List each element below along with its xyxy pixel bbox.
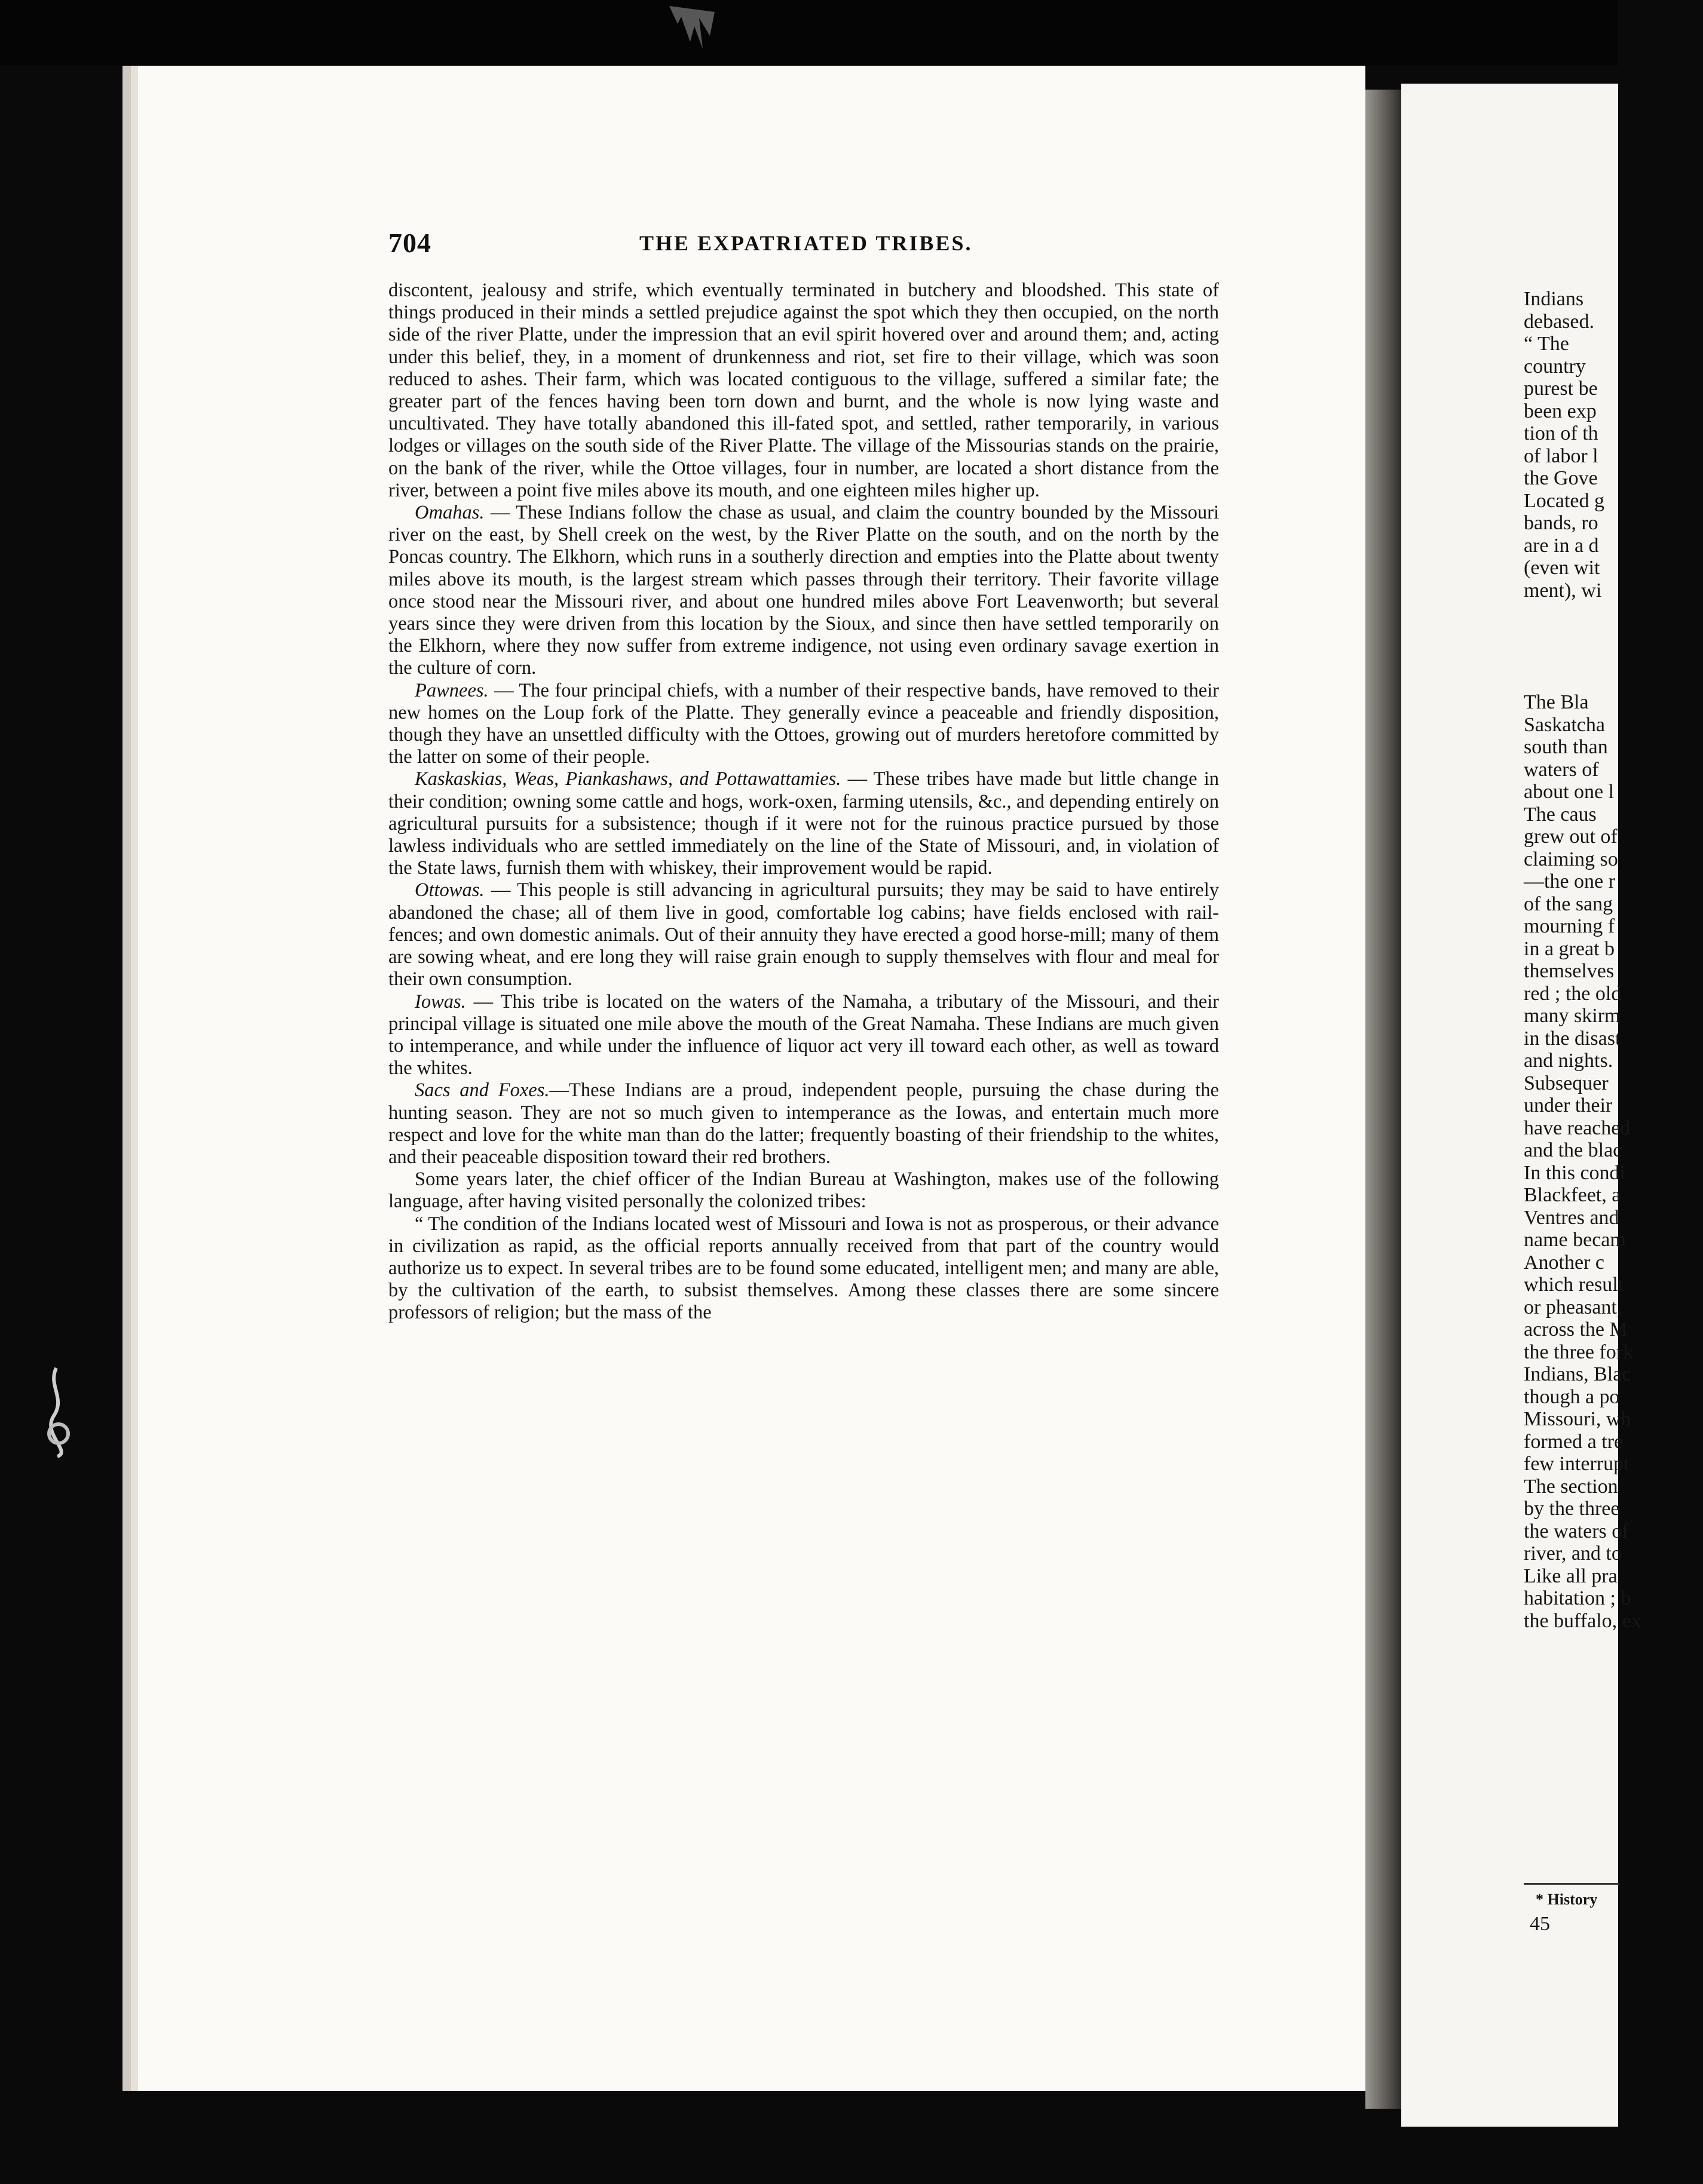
right-page-line: claiming so	[1524, 848, 1618, 870]
right-page-line: and the blac	[1524, 1139, 1622, 1161]
right-page-line: few interrupt	[1524, 1453, 1630, 1475]
right-footnote: * History	[1536, 1891, 1598, 1908]
right-page-line: Saskatcha	[1524, 713, 1605, 736]
right-page-line: many skirm	[1524, 1005, 1621, 1027]
paragraph: discontent, jealousy and strife, which eventually terminated in butchery and bloodshed. This state of things produced in their minds a settled prejudice against the spot which they then occupied, on the north side of the river Platte, under the impression that an evil spirit hovered over and around them; and, acting under this belief, they, in a moment of drunkenness and riot, set fire to their village, which was soon reduced to ashes. Their farm, which was located contiguous to the village, suffered a similar fate; the greater part of the fences having been torn down and burnt, and the whole is now lying waste and uncultivated. They have totally abandoned this ill-fated spot, and settled, rather temporarily, in various lodges or villages on the south side of the River Platte. The village of the Missourias stands on the prairie, on the bank of the river, while the Ottoe villages, four in number, are located a short distance from the river, between a point five miles above its mouth, and one eighteen miles higher up.	[388, 280, 1219, 501]
right-page-line: waters of	[1524, 758, 1599, 781]
right-page-line: about one l	[1524, 781, 1615, 803]
scan-background	[0, 0, 1618, 66]
right-page-line: in the disast	[1524, 1027, 1621, 1050]
paragraph: Pawnees. — The four principal chiefs, with a number of their respective bands, have removed to their new homes on the Loup fork of the Platte. They generally evince a peaceable and friendly disposition, though they have an unsettled difficulty with the Ottoes, growing out of murders heretofore committed by the latter on some of their people.	[388, 679, 1219, 768]
book-gutter	[1365, 90, 1401, 2109]
paragraph: Ottowas. — This people is still advancing in agricultural pursuits; they may be said to have entirely abandoned the chase; all of them live in good, comfortable log cabins; have fields enclosed with rail-fences; and own domestic animals. Out of their annuity they have erected a good horse-mill; many of them are sowing wheat, and ere long they will raise grain enough to supply themselves with flour and meal for their own consumption.	[388, 879, 1219, 990]
right-page-line: The caus	[1524, 803, 1597, 826]
right-page-line: The Bla	[1524, 691, 1589, 713]
scan-speck-top	[657, 0, 741, 60]
right-page-line: the buffalo, ex	[1524, 1609, 1641, 1632]
right-page-line: Another c	[1524, 1251, 1605, 1274]
scan-speck-left	[36, 1362, 78, 1458]
right-page-line: south than	[1524, 736, 1608, 758]
right-page-line: across the M	[1524, 1318, 1628, 1341]
right-page-line: though a po	[1524, 1385, 1620, 1408]
right-page-line: which result	[1524, 1274, 1624, 1296]
running-title: THE EXPATRIATED TRIBES.	[639, 231, 973, 255]
right-page-line: the Gove	[1524, 467, 1598, 489]
paragraph: Some years later, the chief officer of the Indian Bureau at Washington, makes use of the following language, after having visited personally the colonized tribes:	[388, 1168, 1219, 1213]
right-page-line: Blackfeet, a	[1524, 1184, 1621, 1206]
right-page-line: ment), wi	[1524, 579, 1602, 602]
right-page-line: of labor l	[1524, 444, 1598, 467]
right-page-line: country	[1524, 355, 1586, 378]
right-page-line: purest be	[1524, 378, 1598, 400]
right-page-line: river, and to	[1524, 1542, 1622, 1565]
right-page-line: or pheasant,	[1524, 1296, 1622, 1318]
page-number: 704	[388, 228, 431, 258]
right-page-line: of the sang	[1524, 892, 1613, 915]
right-page-line: been exp	[1524, 400, 1597, 422]
right-page-gap	[1524, 602, 1703, 691]
right-page-line: grew out of	[1524, 826, 1618, 848]
right-page-line: by the three	[1524, 1498, 1620, 1520]
right-page-text	[1524, 288, 1703, 1632]
paragraph: Sacs and Foxes.—These Indians are a proud, independent people, pursuing the chase during the hunting season. They are not so much given to intemperance as the Iowas, and entertain much more respect and love for the white man than do the latter; frequently boasting of their friendship to the whites, and their peaceable disposition toward their red brothers.	[388, 1079, 1219, 1168]
right-page-line: —the one r	[1524, 870, 1615, 892]
right-page-line: habitation ; b	[1524, 1587, 1631, 1609]
footnote-rule	[1524, 1883, 1619, 1885]
right-page-line: themselves	[1524, 960, 1615, 982]
right-page-line: in a great b	[1524, 937, 1615, 960]
right-page-line: under their	[1524, 1094, 1613, 1116]
paragraph: “ The condition of the Indians located west of Missouri and Iowa is not as prosperous, or their advance in civilization as rapid, as the official reports annually received from that part of the country would authorize us to expect. In several tribes are to be found some educated, intelligent men; and many are able, by the cultivation of the earth, to subsist themselves. Among these classes there are some sincere professors of religion; but the mass of the	[388, 1213, 1219, 1324]
right-page-line: name becam	[1524, 1229, 1626, 1251]
right-page-line: Missouri, wh	[1524, 1408, 1631, 1430]
body-text	[388, 280, 1219, 1324]
right-page-line: Like all pra	[1524, 1565, 1618, 1587]
right-page-line: The section	[1524, 1475, 1618, 1498]
right-page-line: the three fork	[1524, 1341, 1634, 1363]
paragraph: Kaskaskias, Weas, Piankashaws, and Pottawattamies. — These tribes have made but little change in their condition; owning some cattle and hogs, work-oxen, farming utensils, &c., and depending entirely on agricultural pursuits for a subsistence; though if it were not for the ruinous practice pursued by those lawless individuals who are settled immediately on the line of the State of Missouri, and, in violation of the State laws, furnish them with whiskey, their improvement would be rapid.	[388, 768, 1219, 879]
right-page-line: formed a tre	[1524, 1430, 1624, 1453]
right-page-line: the waters of	[1524, 1520, 1629, 1542]
right-page-line: Ventres and	[1524, 1206, 1619, 1229]
right-page-line: red ; the old	[1524, 982, 1622, 1005]
right-page-line: are in a d	[1524, 534, 1599, 557]
signature-mark: 45	[1530, 1913, 1550, 1935]
right-page-line: In this condi	[1524, 1161, 1625, 1184]
paragraph: Iowas. — This tribe is located on the waters of the Namaha, a tributary of the Missouri, and their principal village is situated one mile above the mouth of the Great Namaha. These Indians are much given to intemperance, and while under the influence of liquor act very ill toward each other, as well as toward the whites.	[388, 990, 1219, 1079]
right-page-line: tion of th	[1524, 422, 1598, 444]
right-page-line: Indians	[1524, 288, 1584, 310]
paragraph: Omahas. — These Indians follow the chase as usual, and claim the country bounded by the Missouri river on the east, by Shell creek on the west, by the River Platte on the south, and on the north by the Poncas country. The Elkhorn, which runs in a southerly direction and empties into the Platte about twenty miles above its mouth, is the largest stream which passes through their territory. Their favorite village once stood near the Missouri river, and about one hundred miles above Fort Leavenworth; but several years since they were driven from this location by the Sioux, and since then have settled temporarily on the Elkhorn, where they now suffer from extreme indigence, not using even ordinary savage exertion in the culture of corn.	[388, 502, 1219, 679]
right-page-line: have reached	[1524, 1116, 1631, 1139]
right-page-line: (even wit	[1524, 557, 1600, 579]
right-page-line: Indians, Blac	[1524, 1363, 1631, 1385]
page-header	[388, 227, 1225, 263]
right-page	[1401, 84, 1641, 2127]
right-page-line: mourning f	[1524, 915, 1615, 937]
right-page-line: Located g	[1524, 489, 1604, 512]
right-page-line: and nights.	[1524, 1050, 1613, 1072]
right-page-line: Subsequer	[1524, 1072, 1609, 1094]
right-page-line: “ The	[1524, 333, 1569, 355]
right-page-line: bands, ro	[1524, 512, 1598, 534]
right-page-line: debased.	[1524, 310, 1595, 333]
